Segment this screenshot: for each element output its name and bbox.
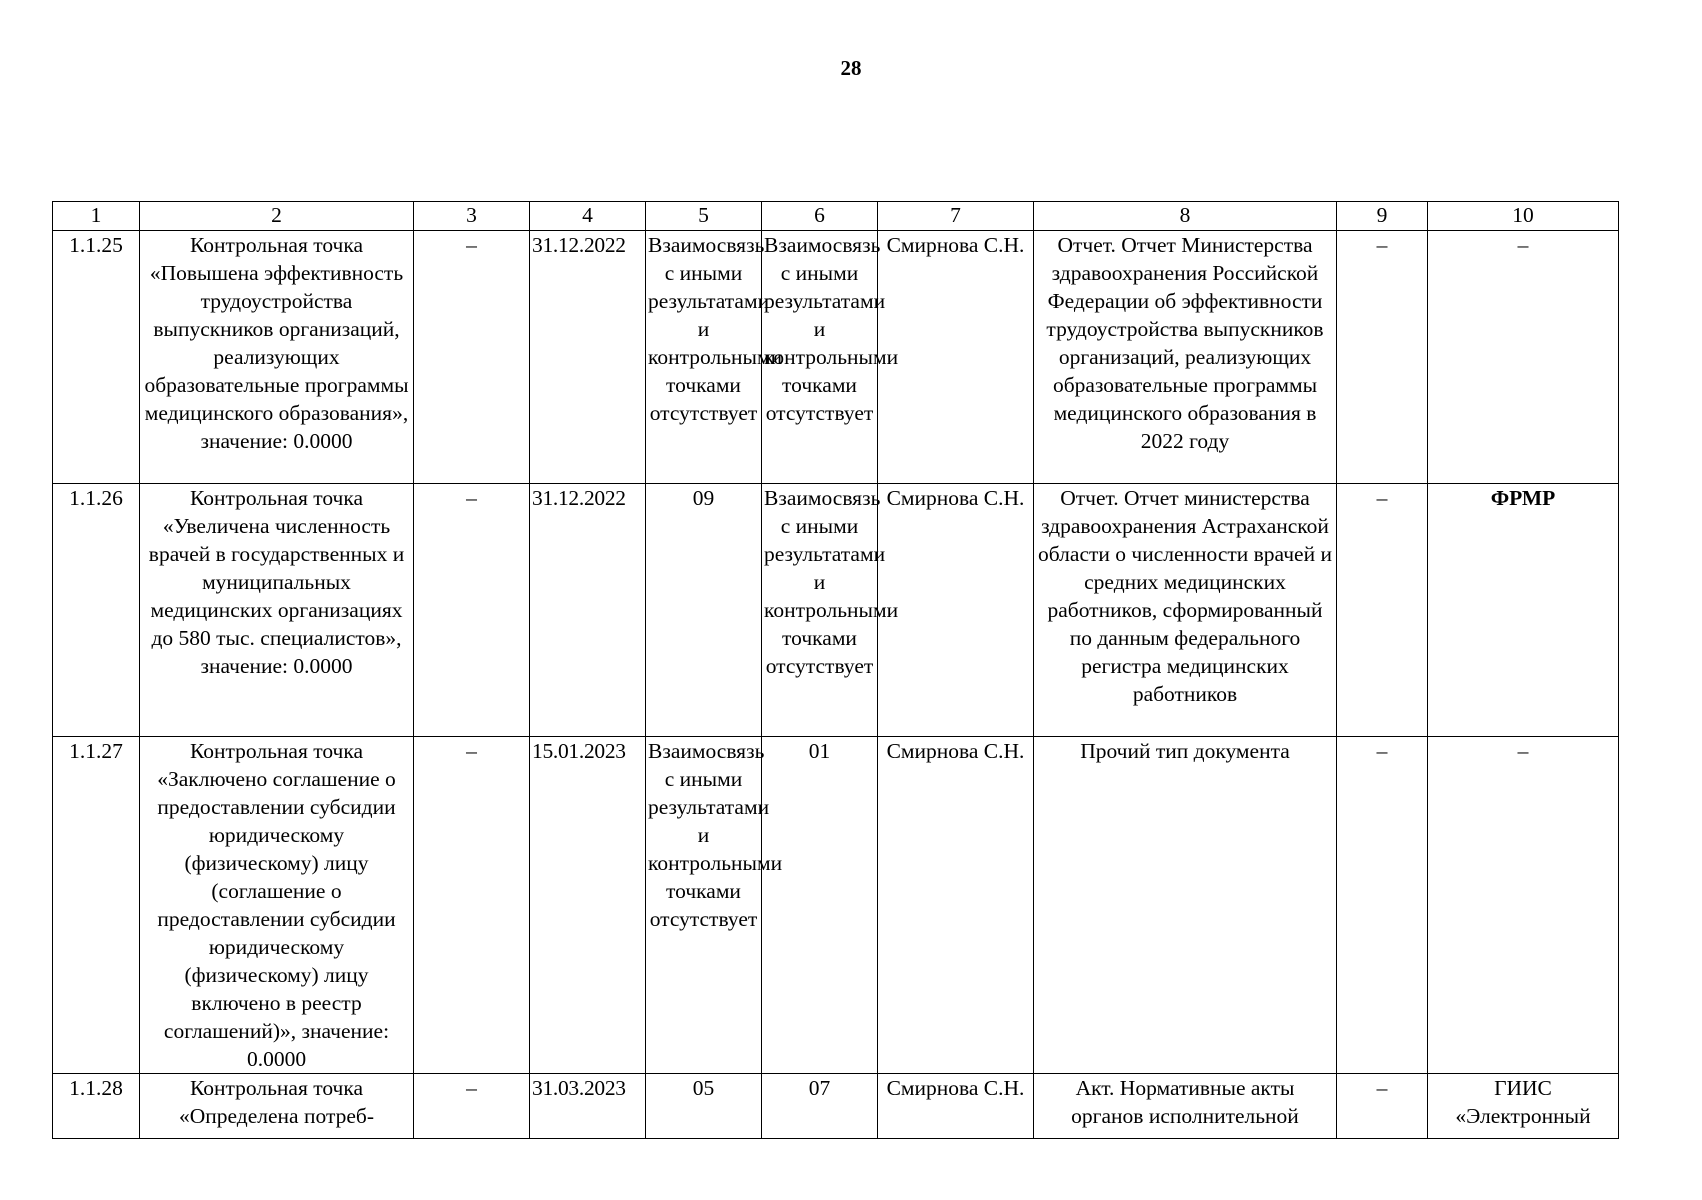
column-9-cell: –	[1337, 1074, 1428, 1139]
table-row	[53, 484, 1619, 737]
column-6-cell: 01	[762, 737, 878, 1074]
control-point-name-cell: Контрольная точка «Определена потреб-	[140, 1074, 414, 1139]
information-system-cell: ГИИС «Электронный	[1428, 1074, 1619, 1139]
document-type-cell: Прочий тип документа	[1034, 737, 1337, 1074]
column-header-2: 2	[140, 202, 414, 231]
control-points-table	[52, 201, 1619, 1139]
column-header-8: 8	[1034, 202, 1337, 231]
responsible-cell: Смирнова С.Н.	[878, 737, 1034, 1074]
column-5-cell: 05	[646, 1074, 762, 1139]
column-9-cell: –	[1337, 231, 1428, 484]
row-number-cell: 1.1.26	[53, 484, 140, 737]
responsible-cell: Смирнова С.Н.	[878, 1074, 1034, 1139]
column-5-cell: Взаимосвязь с иными результатами и контрольными точками отсутствует	[646, 231, 762, 484]
column-6-cell: 07	[762, 1074, 878, 1139]
column-header-3: 3	[414, 202, 530, 231]
document-type-cell: Отчет. Отчет министерства здравоохранения Астраханской области о численности врачей и средних медицинских работников, сформированный по данным федерального регистра медицинских работников	[1034, 484, 1337, 737]
table-row	[53, 1074, 1619, 1139]
column-header-5: 5	[646, 202, 762, 231]
row-number-cell: 1.1.27	[53, 737, 140, 1074]
page-number: 28	[840, 56, 862, 80]
row-number-cell: 1.1.25	[53, 231, 140, 484]
column-9-cell: –	[1337, 737, 1428, 1074]
column-header-1: 1	[53, 202, 140, 231]
table-row	[53, 231, 1619, 484]
date-cell: 15.01.2023	[530, 737, 646, 1074]
column-5-cell: 09	[646, 484, 762, 737]
responsible-cell: Смирнова С.Н.	[878, 484, 1034, 737]
control-point-name-cell: Контрольная точка «Заключено соглашение о предоставлении субсидии юридическому (физическому) лицу (соглашение о предоставлении субсидии юридическому (физическому) лицу включено в реестр соглашений)», значение: 0.0000	[140, 737, 414, 1074]
column-header-6: 6	[762, 202, 878, 231]
document-type-cell: Отчет. Отчет Министерства здравоохранения Российской Федерации об эффективности трудоустройства выпускников организаций, реализующих образовательные программы медицинского образования в 2022 году	[1034, 231, 1337, 484]
date-cell: 31.12.2022	[530, 484, 646, 737]
information-system-cell: ФРМР	[1428, 484, 1619, 737]
date-cell: 31.03.2023	[530, 1074, 646, 1139]
row-number-cell: 1.1.28	[53, 1074, 140, 1139]
date-cell: 31.12.2022	[530, 231, 646, 484]
responsible-cell: Смирнова С.Н.	[878, 231, 1034, 484]
column-header-7: 7	[878, 202, 1034, 231]
column-header-4: 4	[530, 202, 646, 231]
column-3-cell: –	[414, 1074, 530, 1139]
document-type-cell: Акт. Нормативные акты органов исполнительной	[1034, 1074, 1337, 1139]
column-6-cell: Взаимосвязь с иными результатами и контрольными точками отсутствует	[762, 484, 878, 737]
table-row	[53, 737, 1619, 1074]
table-header-row	[53, 202, 1619, 231]
information-system-cell: –	[1428, 231, 1619, 484]
control-point-name-cell: Контрольная точка «Повышена эффективность трудоустройства выпускников организаций, реализующих образовательные программы медицинского образования», значение: 0.0000	[140, 231, 414, 484]
control-point-name-cell: Контрольная точка «Увеличена численность врачей в государственных и муниципальных медицинских организациях до 580 тыс. специалистов», значение: 0.0000	[140, 484, 414, 737]
column-6-cell: Взаимосвязь с иными результатами и контрольными точками отсутствует	[762, 231, 878, 484]
column-5-cell: Взаимосвязь с иными результатами и контрольными точками отсутствует	[646, 737, 762, 1074]
column-3-cell: –	[414, 484, 530, 737]
column-3-cell: –	[414, 231, 530, 484]
column-header-9: 9	[1337, 202, 1428, 231]
column-header-10: 10	[1428, 202, 1619, 231]
information-system-cell: –	[1428, 737, 1619, 1074]
column-3-cell: –	[414, 737, 530, 1074]
column-9-cell: –	[1337, 484, 1428, 737]
